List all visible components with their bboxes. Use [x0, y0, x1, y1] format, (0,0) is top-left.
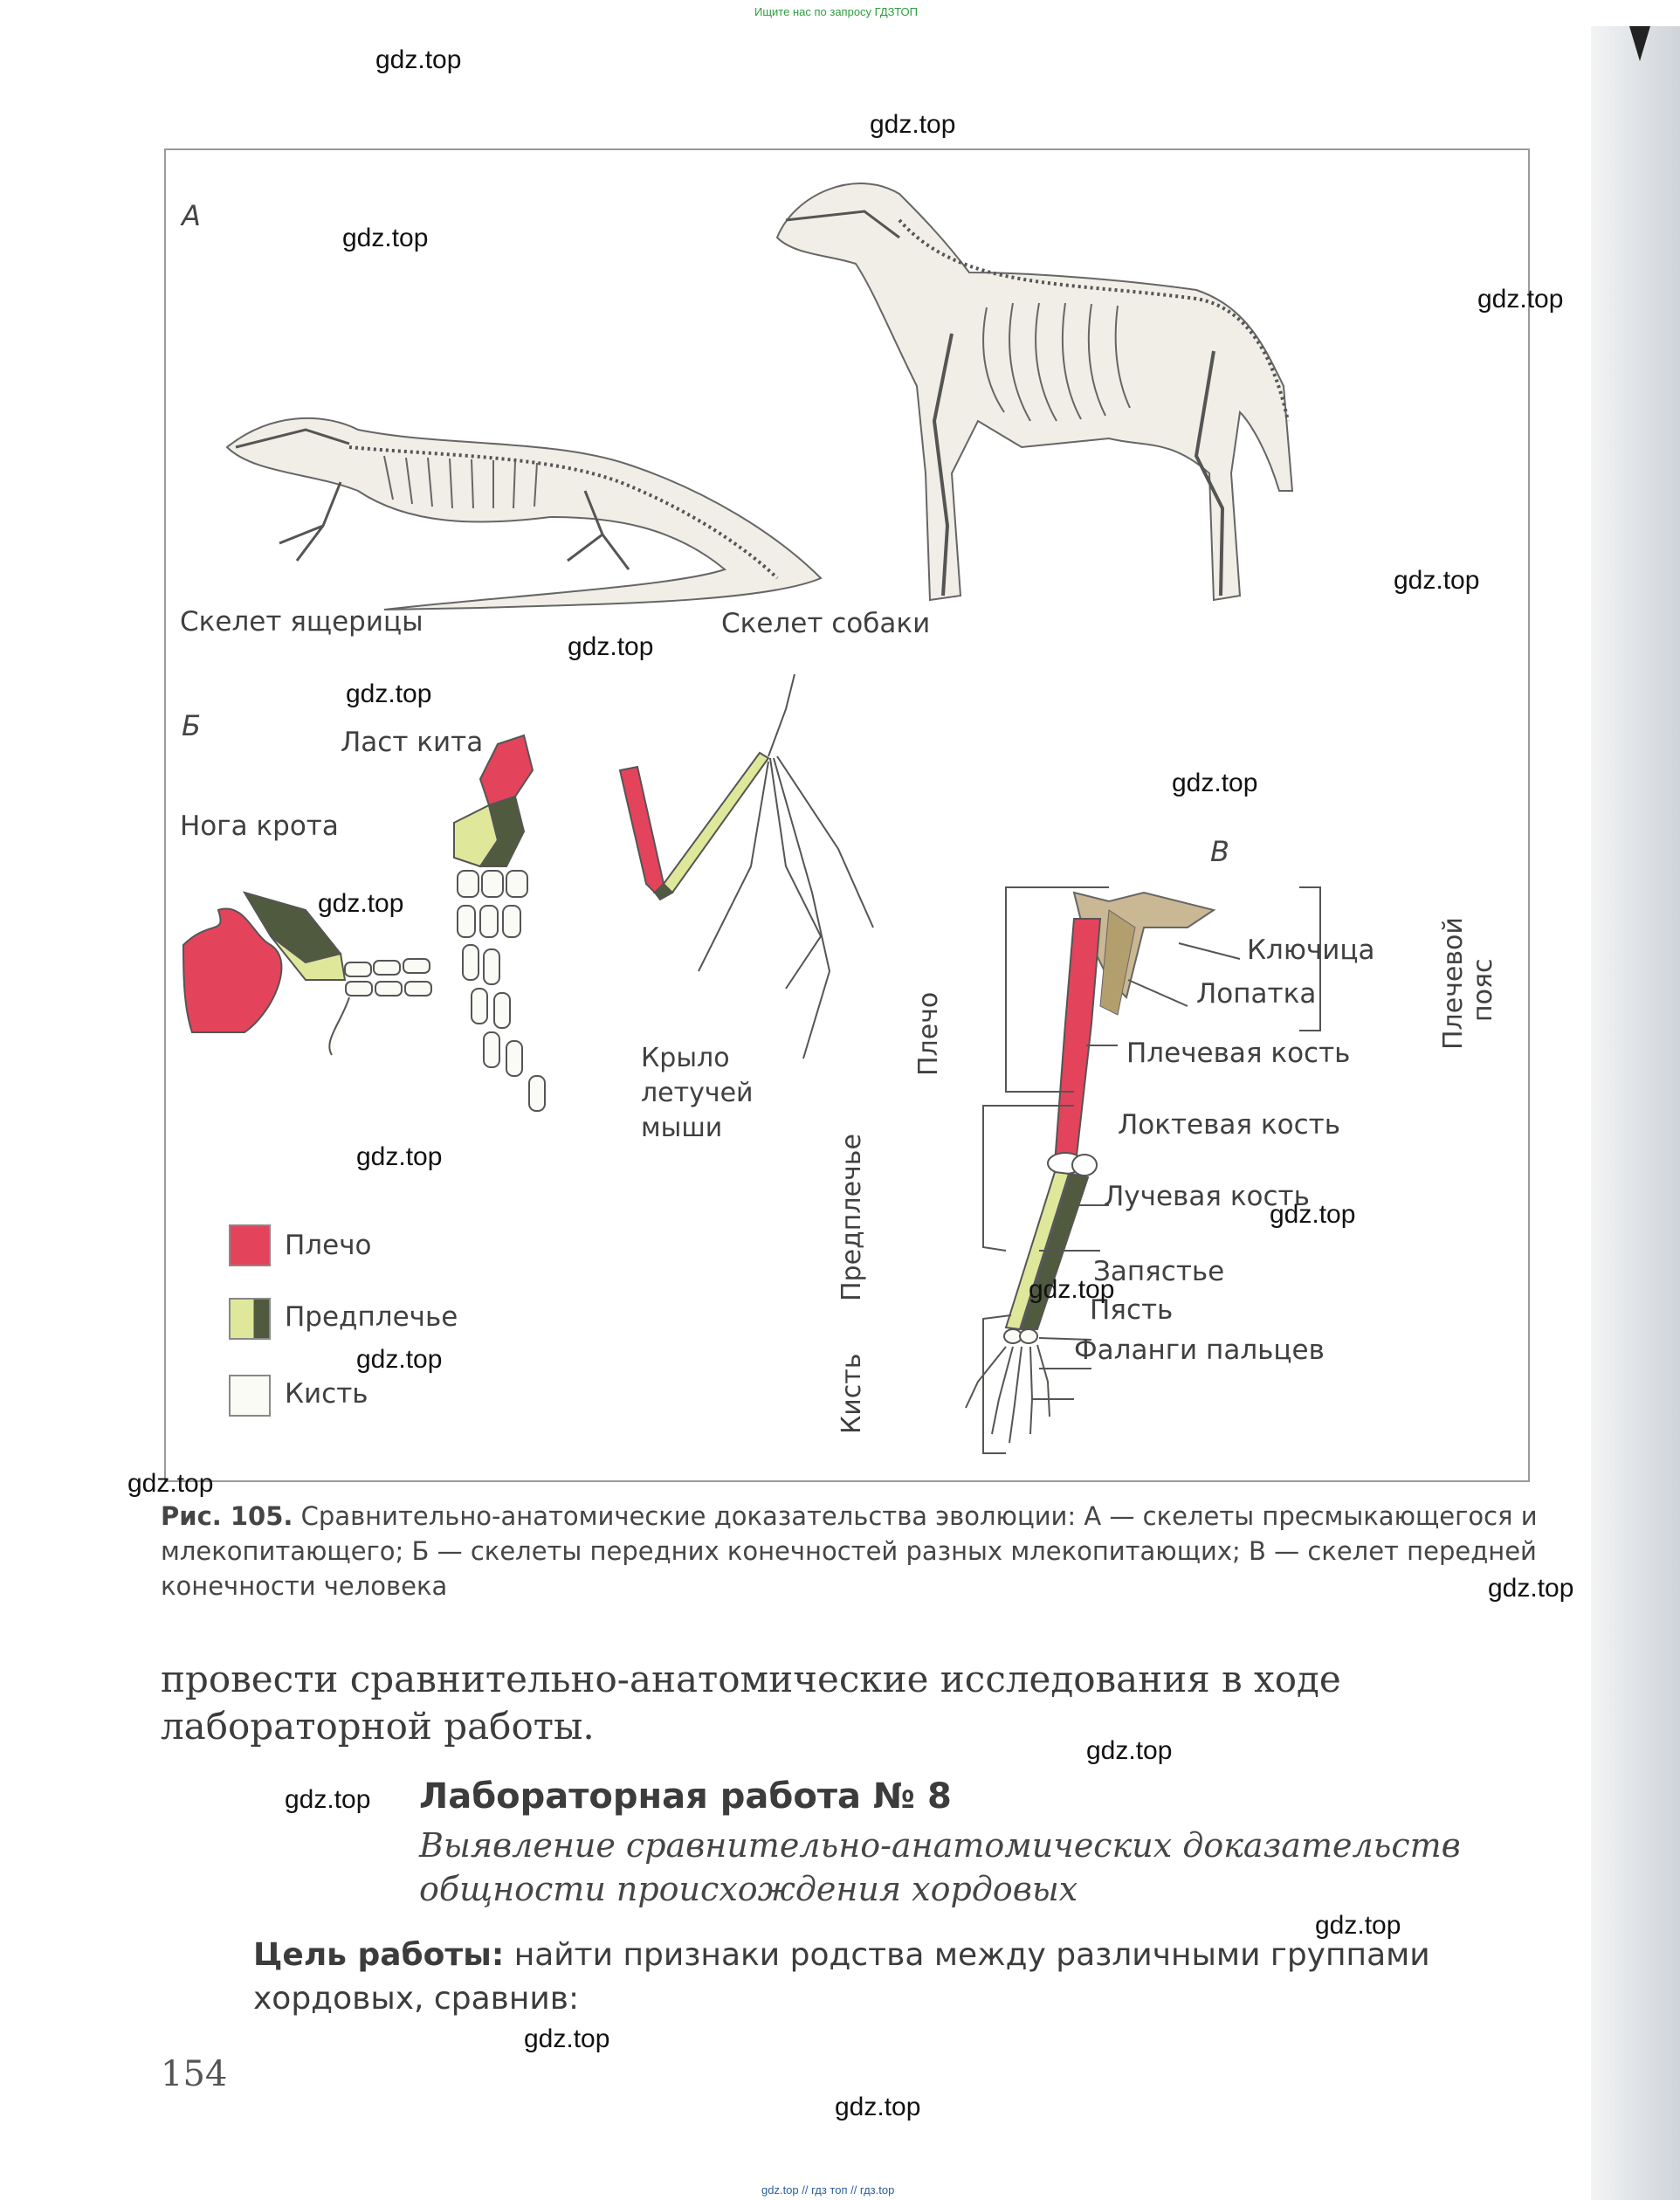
spine-marker	[1629, 26, 1650, 61]
watermark: gdz.top	[1270, 1200, 1356, 1229]
radius-label: Лучевая кость	[1104, 1181, 1310, 1212]
watermark: gdz.top	[1172, 769, 1258, 797]
figure-caption	[161, 1499, 1540, 1603]
watermark: gdz.top	[835, 2093, 921, 2121]
legend-label-shoulder: Плечо	[285, 1230, 372, 1261]
body-paragraph: провести сравнительно-анатомические исследования в ходе лабораторной работы.	[161, 1658, 1341, 1748]
girdle-label-line-2: пояс	[1468, 958, 1498, 1022]
whale-flipper-label: Ласт кита	[341, 727, 484, 758]
watermark: gdz.top	[524, 2024, 610, 2053]
watermark: gdz.top	[1029, 1275, 1115, 1304]
watermark: gdz.top	[1394, 566, 1480, 595]
bottom-banner: gdz.top // гдз топ // гдз.top	[761, 2183, 895, 2197]
bat-wing-label	[641, 1041, 754, 1146]
watermark: gdz.top	[870, 110, 956, 139]
panel-letter-c: В	[1210, 835, 1229, 868]
legend-label-forearm: Предплечье	[285, 1301, 458, 1333]
bat-label-line-1: Крыло	[641, 1043, 730, 1073]
watermark: gdz.top	[375, 45, 462, 74]
forearm-bracket-label: Предплечье	[837, 1134, 867, 1301]
dog-label: Скелет собаки	[721, 608, 931, 639]
lab-goal	[253, 1934, 1537, 2021]
whale-flipper-drawing	[445, 727, 637, 1146]
top-banner: Ищите нас по запросу ГДЗТОП	[754, 5, 919, 18]
watermark: gdz.top	[127, 1469, 214, 1498]
bat-label-line-2: летучей	[641, 1078, 754, 1108]
watermark: gdz.top	[318, 889, 404, 918]
bat-label-line-3: мыши	[641, 1113, 723, 1143]
panel-letter-b: Б	[182, 709, 201, 742]
phalanges-label: Фаланги пальцев	[1074, 1334, 1325, 1366]
metacarpus-label: Пясть	[1090, 1294, 1174, 1326]
hand-bracket-label: Кисть	[837, 1353, 867, 1434]
legend-swatch-shoulder	[229, 1224, 271, 1266]
watermark: gdz.top	[1315, 1911, 1401, 1940]
humerus-label: Плечевая кость	[1126, 1038, 1351, 1069]
carpus-label: Запястье	[1093, 1256, 1225, 1287]
mole-leg-label: Нога крота	[180, 810, 339, 842]
dog-skeleton-drawing	[760, 159, 1319, 631]
figure-105	[164, 148, 1530, 1482]
legend-swatch-forearm	[229, 1298, 271, 1340]
legend-swatch-hand	[229, 1375, 271, 1417]
scapula-label: Лопатка	[1196, 978, 1317, 1010]
watermark: gdz.top	[1086, 1736, 1173, 1765]
watermark: gdz.top	[1477, 285, 1564, 314]
watermark: gdz.top	[1488, 1574, 1574, 1603]
caption-label: Рис. 105.	[161, 1501, 293, 1531]
clavicle-label: Ключица	[1247, 934, 1375, 966]
panel-letter-a: А	[182, 199, 201, 232]
watermark: gdz.top	[356, 1142, 443, 1171]
watermark: gdz.top	[342, 224, 429, 252]
lab-work-subtitle: Выявление сравнительно-анатомических доказательств общности происхождения хордовых	[419, 1826, 1461, 1908]
book-spine	[1591, 26, 1680, 2200]
page-number: 154	[161, 2054, 228, 2094]
watermark: gdz.top	[568, 632, 654, 661]
goal-text: найти признаки родства между различными группами хордовых, сравнив:	[253, 1937, 1430, 2017]
watermark: gdz.top	[285, 1785, 371, 1814]
lizard-label: Скелет ящерицы	[180, 606, 423, 638]
girdle-bracket-label	[1439, 917, 1498, 1050]
goal-label: Цель работы:	[253, 1937, 505, 1973]
lab-work-title: Лабораторная работа № 8	[419, 1776, 952, 1817]
watermark: gdz.top	[346, 679, 432, 708]
caption-text: Сравнительно-анатомические доказательства эволюции: А — скелеты пресмыкающегося и млекопитающего; Б — скелеты передних конечностей разных млекопитающих; В — скелет передней конечности человека	[161, 1501, 1538, 1601]
watermark: gdz.top	[356, 1345, 443, 1374]
legend-label-hand: Кисть	[285, 1378, 368, 1410]
shoulder-bracket-label: Плечо	[913, 991, 944, 1076]
ulna-label: Локтевая кость	[1118, 1109, 1340, 1141]
human-arm-drawing	[777, 893, 1493, 1452]
girdle-label-line-1: Плечевой	[1438, 917, 1469, 1050]
